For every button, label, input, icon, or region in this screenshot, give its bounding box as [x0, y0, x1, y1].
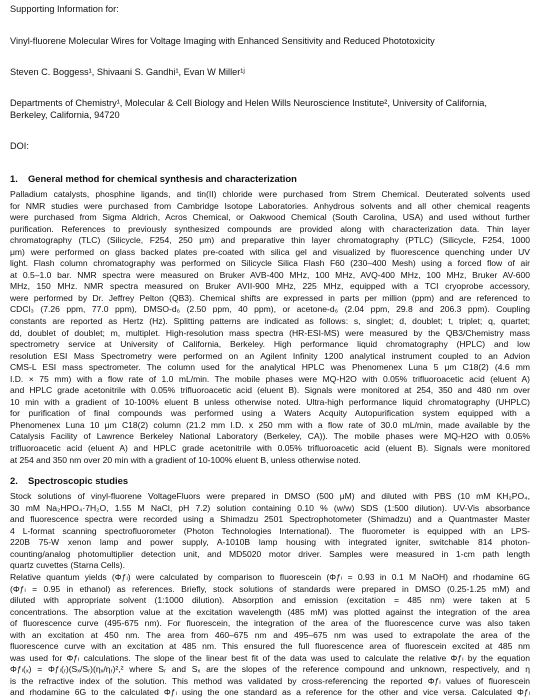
text-line: were performed by Dr. Jeffrey Pelton (QB3). Chemical shifts are expressed in parts per million (ppm) and are referenced to — [10, 292, 530, 303]
text-line: MHz, 150 MHz. NMR spectra measured on Bruker AVII-900 MHz, 225 MHz, equipped with a TCI cryoprobe accessory, — [10, 281, 530, 292]
text-line: 4 L-format scanning spectrofluorometer (Photon Technologies International). The fluorometer is equipped with an LPS- — [10, 525, 530, 536]
paper-title: Vinyl-fluorene Molecular Wires for Voltage Imaging with Enhanced Sensitivity and Reduced Phototoxicity — [10, 36, 435, 46]
text-line: and HPLC grade acetonitrile with 0.05% trifluoroacetic acid (eluent B). Signals were monitored at 254, 350 and 480 nm over — [10, 385, 530, 396]
affiliation-line: Berkeley, California, 94720 — [10, 109, 120, 120]
text-line: light. Flash column chromatography was performed on Silicycle Silica Flash F60 (230–400 Mesh) using a forced flow of air — [10, 258, 530, 269]
text-line: was used for Φƒₗ calculations. The slope of the linear best fit of the data was used to calculate the relative Φƒₗ by the equation — [10, 652, 530, 663]
section-heading-2 — [10, 475, 128, 486]
text-line: Palladium catalysts, phosphine ligands, and tin(II) chloride were purchased from Strem Chemical. Deuterated solvents used — [10, 189, 530, 199]
text-line: Relative quantum yields (Φƒₗ) were calculated by comparison to fluorescein (Φƒₗ = 0.93 in 0.1 M NaOH) and rhodamine 6G — [10, 572, 530, 582]
paragraph-quantum-yields — [10, 572, 530, 699]
text-line: (Φƒₗ = 0.95 in ethanol) as references. Briefly, stock solutions of standards were prepared in DMSO (0.25-1.25 mM) and — [10, 583, 530, 594]
text-line: for purification of final compounds was performed using a Waters Acquity Autopurification system equipped with a — [10, 408, 530, 419]
text-line: trifluoroacetic acid (eluent A) and HPLC grade acetonitrile with 0.05% trifluoroacetic acid (eluent B). Signals were monitored — [10, 443, 530, 454]
text-line: with an excitation at 450 nm. The area from 460–675 nm and 495–675 nm was used to extrapolate the area of the — [10, 629, 530, 640]
text-line: μm) were performed on glass backed plates pre-coated with silica gel and visualized by fluorescence quenching under UV — [10, 246, 530, 257]
text-line: 10 min with a gradient of 10-100% eluent B unless otherwise noted. Ultra-high performance liquid chromatography (UHPLC) — [10, 396, 530, 407]
text-line: fluorescence curve with an excitation at 485 nm. This ensured the full fluorescence area of fluorescein excited at 485 nm — [10, 641, 530, 652]
text-line: concentrations. The absorption value at the excitation wavelength (485 mM) was plotted against the integration of the area — [10, 606, 530, 617]
affiliation — [10, 98, 530, 121]
section-title: General method for chemical synthesis and characterization — [28, 173, 297, 184]
affiliation-line: Departments of Chemistry¹, Molecular & Cell Biology and Helen Wills Neuroscience Institute², University of California, — [10, 98, 487, 108]
paragraph-general-methods — [10, 189, 530, 466]
text-line: Catalysis Facility of Lawrence Berkeley National Laboratory (Berkeley, CA)). The mobile phases were MQ-H2O with 0.05% — [10, 431, 530, 442]
doi-label: DOI: — [10, 141, 29, 151]
paragraph-stock-solutions — [10, 491, 530, 572]
text-line: Phenomenex Luna 10 μm C18(2) column (21.2 mm I.D. x 250 mm with a flow rate of 30.0 mL/min, made available by the — [10, 419, 530, 430]
text-line: counting/analog photomultiplier detection unit, and MD5020 motor driver. Samples were measured in 1-cm path length — [10, 548, 530, 559]
section-number: 2. — [10, 475, 18, 486]
text-line: 220B 75-W xenon lamp and power supply, A-1010B lamp housing with integrated igniter, switchable 814 photon- — [10, 537, 530, 548]
text-line: and fluorescence spectra were recorded using a Shimadzu 2501 Spectrophotometer (Shimadzu) and a Quantmaster Master — [10, 514, 530, 525]
text-line: Stock solutions of vinyl-fluorene VoltageFluors were prepared in DMSO (500 μM) and diluted with PBS (10 mM KH₂PO₄, — [10, 491, 530, 501]
section-number: 1. — [10, 173, 18, 184]
section-title: Spectroscopic studies — [28, 475, 129, 486]
text-line: of fluorescence curve (495-675 nm). For fluorescein, the integration of the area of the fluorescence curve was also taken — [10, 618, 530, 629]
text-line: CDCl₃ (7.26 ppm, 77.0 ppm), DMSO-d₆ (2.50 ppm, 40 ppm), or acetone-d₆ (2.04 ppm, 29.8 and 206.3 ppm). Coupling — [10, 304, 530, 315]
text-line: I.D. × 75 mm) with a flow rate of 1.0 mL/min. The mobile phases were MQ-H2O with 0.05% trifluoroacetic acid (eluent A) — [10, 373, 530, 384]
text-line: resolution ESI Mass Spectrometry were performed on an Agilent Infinity 1200 analytical instrument coupled to an Advion — [10, 350, 530, 361]
text-line: were purchased from Sigma Aldrich, Acros Chemical, or Oakwood Chemical (South Carolina, USA) and used without further — [10, 212, 530, 223]
text-line: at 254 and 350 nm over 20 min with a gradient of 10-100% eluent B, unless otherwise noted. — [10, 454, 361, 465]
text-line: chromatography (TLC) (Silicycle, F254, 250 μm) and preparative thin layer chromatography (PTLC) (Silicycle, F254, 1000 — [10, 235, 530, 246]
text-line: CMS-L ESI mass spectrometer. The column used for the analytical HPLC was Phenomenex Luna 5 μm C18(2) (4.6 mm — [10, 362, 530, 373]
text-line: dd, doublet of doublet; m, multiplet. High-resolution mass spectra (HR-ESI-MS) were measured by the QB3/Chemistry mass — [10, 327, 530, 338]
author-list: Steven C. Boggess¹, Shivaani S. Gandhi¹, Evan W Miller¹ʲ — [10, 67, 245, 77]
text-line: diluted with appropriate solvent (1:1000 dilution). Absorption and emission (excitation = 485 nm) were taken at 5 — [10, 595, 530, 606]
text-line: spectrometry service at University of California, Berkeley. High performance liquid chromatography (HPLC) and low — [10, 339, 530, 350]
text-line: and rhodamine 6G to the calculated Φƒₗ using the one standard as a reference for the other and vice versa. Calculated Φƒₗ — [10, 687, 530, 698]
text-line: for NMR studies were purchased from Cambridge Isotope Laboratories. Anhydrous solvents and all other chemical reagents — [10, 200, 530, 211]
text-line: is the refractive index of the solution. This method was validated by cross-referencing the reported Φƒₗ values of fluorescein — [10, 675, 530, 686]
supporting-info-header: Supporting Information for: — [10, 4, 119, 14]
text-line: quartz cuvettes (Starna Cells). — [10, 560, 125, 571]
text-line: 30 mM Na₂HPO₄·7H₂O, 1.55 M NaCl, pH 7.2) solution containing 0.10 % (w/w) SDS (1:500 dilution). UV-Vis absorbance — [10, 502, 530, 513]
text-line: Φƒₗ(ₓ) = Φƒₗ(ᵣ)(Sₓ/Sᵣ)(ηₓ/ηᵣ)²,² where Sᵣ and Sₓ are the slopes of the reference compound and unknown, respectively, and η — [10, 664, 530, 675]
text-line: purification. References to previously synthesized compounds are provided along with characterization data. Thin layer — [10, 223, 530, 234]
text-line: constants are reported as Hertz (Hz). Splitting patterns are indicated as follows: s, singlet; d, doublet; t, triplet; q, quartet; — [10, 316, 530, 327]
section-heading-1 — [10, 173, 297, 184]
text-line: at 0.5–1.0 bar. NMR spectra were measured on Bruker AVB-400 MHz, 100 MHz, AVQ-400 MHz, 100 MHz, Bruker AV-600 — [10, 269, 530, 280]
